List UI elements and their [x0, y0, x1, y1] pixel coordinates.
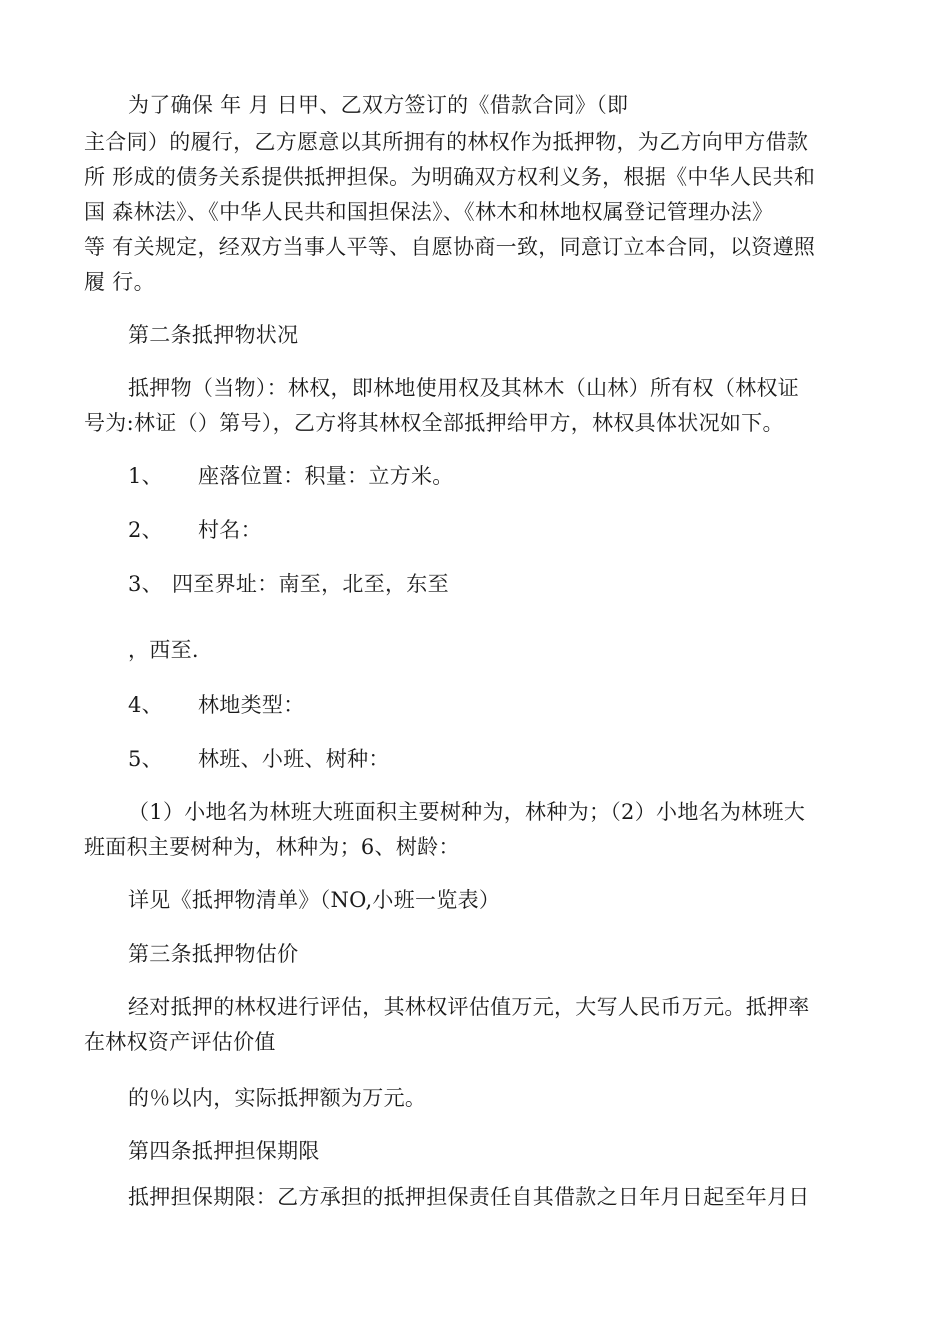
list-item-number: 3、	[128, 572, 163, 596]
article-heading: 第三条抵押物估价	[128, 942, 299, 966]
paragraph-line: 国 森林法》、《中华人民共和国担保法》、《林木和林地权属登记管理办法》	[84, 200, 774, 224]
paragraph-line: 等 有关规定，经双方当事人平等、自愿协商一致，同意订立本合同，以资遵照	[84, 235, 816, 259]
paragraph-line: 履 行。	[84, 270, 155, 294]
paragraph-line: 抵押物（当物）：林权，即林地使用权及其林木（山林）所有权（林权证	[128, 376, 800, 400]
paragraph-line: 为了确保 年 月 日甲、乙双方签订的《借款合同》（即	[128, 93, 629, 117]
paragraph-line: 抵押担保期限：乙方承担的抵押担保责任自其借款之日年月日起至年月日	[128, 1185, 810, 1209]
paragraph-line: 班面积主要树种为，林种为；6、树龄：	[84, 835, 460, 859]
list-item-number: 5、	[128, 747, 163, 771]
paragraph-line: 在林权资产评估价值	[84, 1030, 276, 1054]
list-item-number: 4、	[128, 693, 163, 717]
article-heading: 第四条抵押担保期限	[128, 1139, 320, 1163]
list-item-text: 林班、小班、树种：	[198, 747, 390, 771]
paragraph-line: 的％以内，实际抵押额为万元。	[128, 1086, 427, 1110]
paragraph-line: 经对抵押的林权进行评估，其林权评估值万元，大写人民币万元。抵押率	[128, 995, 810, 1019]
paragraph-line: 号为:林证（）第号），乙方将其林权全部抵押给甲方，林权具体状况如下。	[84, 411, 784, 435]
list-item-text: 座落位置：积量：立方米。	[198, 464, 454, 488]
list-item-text: 村名：	[198, 518, 262, 542]
paragraph-line: 主合同）的履行，乙方愿意以其所拥有的林权作为抵押物，为乙方向甲方借款	[84, 130, 809, 154]
list-item-number: 1、	[128, 464, 163, 488]
paragraph-line: 详见《抵押物清单》（NO,小班一览表）	[128, 888, 501, 912]
list-item-text: ，西至.	[128, 638, 199, 662]
list-item-number: 2、	[128, 518, 163, 542]
paragraph-line: （1）小地名为林班大班面积主要树种为，林种为；（2）小地名为林班大	[128, 800, 806, 824]
article-heading: 第二条抵押物状况	[128, 323, 299, 347]
list-item-text: 林地类型：	[198, 693, 305, 717]
list-item-text: 四至界址：南至，北至，东至	[172, 572, 449, 596]
paragraph-line: 所 形成的债务关系提供抵押担保。为明确双方权利义务，根据《中华人民共和	[84, 165, 816, 189]
